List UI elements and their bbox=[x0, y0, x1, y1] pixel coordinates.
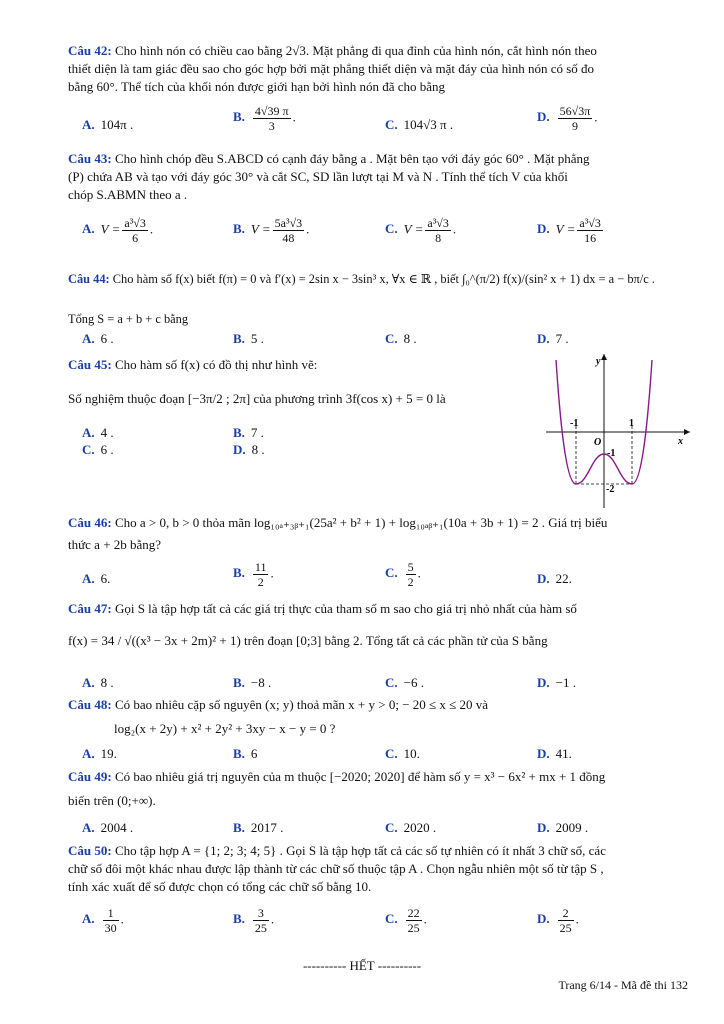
option-a[interactable]: A. 4 . bbox=[82, 425, 114, 440]
x-axis-arrow bbox=[684, 429, 690, 435]
y-axis-arrow bbox=[601, 354, 607, 360]
question-label: Câu 45: bbox=[68, 357, 112, 372]
option-a[interactable]: A. 19. bbox=[82, 746, 117, 761]
question-48 bbox=[68, 696, 688, 738]
option-b[interactable]: B. $\frac{3}{25}$ . bbox=[233, 906, 275, 935]
question-label: Câu 42: bbox=[68, 43, 112, 58]
question-50 bbox=[68, 842, 688, 896]
option-b[interactable]: B. V = $\frac{\text{5a³√3}}{48}$ . bbox=[233, 216, 310, 245]
option-b[interactable]: B. −8 . bbox=[233, 675, 272, 690]
question-44 bbox=[68, 270, 688, 328]
option-a[interactable]: A. $\frac{1}{30}$ . bbox=[82, 906, 124, 935]
question-text: Gọi S là tập hợp tất cả các giá trị thực của tham số m sao cho giá trị nhỏ nhất của hàm số bbox=[114, 601, 577, 616]
question-label: Câu 47: bbox=[68, 601, 112, 616]
question-text: Số nghiệm thuộc đoạn [−3π/2 ; 2π] của phương trình 3f(cos x) + 5 = 0 là bbox=[68, 391, 446, 406]
question-label: Câu 50: bbox=[68, 843, 112, 858]
option-d[interactable]: D. 22. bbox=[537, 571, 572, 586]
question-text: log₂(x + 2y) + x² + 2y² + 3xy − x − y = 0 ? bbox=[114, 721, 336, 736]
option-a[interactable]: A. 8 . bbox=[82, 675, 114, 690]
question-text: Cho a > 0, b > 0 thỏa mãn log₁₀ₐ₊₃ᵦ₊₁(25a² + b² + 1) + log₁₀ₐᵦ₊₁(10a + 3b + 1) = 2 . Giá trị biểu bbox=[114, 515, 608, 530]
origin-label: O bbox=[594, 437, 602, 448]
tick-label: -1 bbox=[570, 418, 579, 429]
option-c[interactable]: C. 2020 . bbox=[385, 820, 437, 835]
option-a[interactable]: A. 6. bbox=[82, 571, 111, 586]
question-text: Có bao nhiêu cặp số nguyên (x; y) thoả mãn x + y > 0; − 20 ≤ x ≤ 20 và bbox=[114, 697, 489, 712]
option-c[interactable]: C. $\frac{5}{2}$ . bbox=[385, 560, 421, 589]
x-axis-label: x bbox=[678, 436, 683, 447]
option-d[interactable]: D. 8 . bbox=[233, 442, 265, 457]
question-46 bbox=[68, 514, 688, 554]
option-c[interactable]: C. 104√3 π . bbox=[385, 117, 454, 132]
question-49 bbox=[68, 768, 688, 810]
question-text: Cho hình chóp đều S.ABCD có cạnh đáy bằng a . Mặt bên tạo với đáy góc 60° . Mặt phẳng bbox=[114, 151, 590, 166]
question-label: Câu 46: bbox=[68, 515, 112, 530]
tick-label: 1 bbox=[629, 418, 634, 429]
option-d[interactable]: D. 2009 . bbox=[537, 820, 589, 835]
option-d[interactable]: D. $\frac{2}{25}$ . bbox=[537, 906, 579, 935]
question-text: Cho hàm số f(x) biết f(π) = 0 và f′(x) = 2sin x − 3sin³ x, ∀x ∈ ℝ , biết ∫₀^(π/2) f(x)/(sin² x + 1) dx = a − bπ/c . bbox=[112, 272, 655, 286]
option-b[interactable]: B. 6 bbox=[233, 746, 258, 761]
option-c[interactable]: C. V = $\frac{\text{a³√3}}{8}$ . bbox=[385, 216, 457, 245]
question-text: chóp S.ABMN theo a . bbox=[68, 187, 188, 202]
question-text: tính xác xuất để số được chọn có tổng các chữ số bằng 10. bbox=[68, 879, 372, 894]
option-c[interactable]: C. −6 . bbox=[385, 675, 424, 690]
question-text: Có bao nhiêu giá trị nguyên của m thuộc [−2020; 2020] để hàm số y = x³ − 6x² + mx + 1 đồng bbox=[114, 769, 606, 784]
question-text: Tổng S = a + b + c bằng bbox=[68, 312, 189, 326]
option-d[interactable]: D. 7 . bbox=[537, 331, 569, 346]
question-text: (P) chứa AB và tạo với đáy góc 30° và cắt SC, SD lần lượt tại M và N . Tính thể tích V của khối bbox=[68, 169, 568, 184]
option-d[interactable]: D. V = $\frac{\text{a³√3}}{16}$ bbox=[537, 216, 601, 245]
option-d[interactable]: D. 41. bbox=[537, 746, 572, 761]
option-b[interactable]: B. $\frac{4√39 \pi}{3}$ . bbox=[233, 104, 296, 133]
option-b[interactable]: B. $\frac{11}{2}$ . bbox=[233, 560, 274, 589]
question-45 bbox=[68, 356, 528, 408]
tick-label: -1 bbox=[607, 448, 616, 459]
option-a[interactable]: A. 6 . bbox=[82, 331, 114, 346]
option-d[interactable]: D. $\frac{56√3\pi}{9}$ . bbox=[537, 104, 598, 133]
option-a[interactable]: A. 104π . bbox=[82, 117, 134, 132]
option-c[interactable]: C. $\frac{22}{25}$ . bbox=[385, 906, 427, 935]
option-b[interactable]: B. 5 . bbox=[233, 331, 264, 346]
option-c[interactable]: C. 6 . bbox=[82, 442, 114, 457]
question-47 bbox=[68, 600, 688, 650]
question-label: Câu 48: bbox=[68, 697, 112, 712]
question-text: f(x) = 34 / √((x³ − 3x + 2m)² + 1) trên đoạn [0;3] bằng 2. Tổng tất cả các phần tử của S bằng bbox=[68, 633, 548, 648]
option-b[interactable]: B. 2017 . bbox=[233, 820, 284, 835]
question-text: biến trên (0;+∞). bbox=[68, 793, 156, 808]
option-c[interactable]: C. 10. bbox=[385, 746, 420, 761]
question-text: chữ số đôi một khác nhau được lập thành từ các chữ số thuộc tập A . Chọn ngẫu nhiên một số từ tập S , bbox=[68, 861, 604, 876]
question-label: Câu 44: bbox=[68, 272, 110, 286]
question-label: Câu 43: bbox=[68, 151, 112, 166]
question-text: thức a + 2b bằng? bbox=[68, 537, 162, 552]
question-text: bằng 60°. Thể tích của khối nón được giới hạn bởi hình nón đã cho bằng bbox=[68, 79, 446, 94]
question-text: Cho hàm số f(x) có đồ thị như hình vẽ: bbox=[114, 357, 318, 372]
option-b[interactable]: B. 7 . bbox=[233, 425, 264, 440]
option-a[interactable]: A. V = $\frac{\text{a³√3}}{6}$ . bbox=[82, 216, 154, 245]
question-text: thiết diện là tam giác đều sao cho góc hợp bởi mặt phẳng thiết diện và mặt đáy của hình nón có số đo bbox=[68, 61, 595, 76]
question-43 bbox=[68, 150, 688, 204]
option-a[interactable]: A. 2004 . bbox=[82, 820, 134, 835]
question-text: Cho tập hợp A = {1; 2; 3; 4; 5} . Gọi S là tập hợp tất cả các số tự nhiên có ít nhất 3 chữ số, các bbox=[114, 843, 606, 858]
end-marker: ---------- HẾT ---------- bbox=[302, 958, 422, 973]
option-c[interactable]: C. 8 . bbox=[385, 331, 417, 346]
page-number: Trang 6/14 - Mã đề thi 132 bbox=[558, 978, 688, 992]
option-d[interactable]: D. −1 . bbox=[537, 675, 576, 690]
function-graph bbox=[544, 350, 694, 510]
y-axis-label: y bbox=[596, 356, 601, 367]
tick-label: -2 bbox=[606, 484, 615, 495]
question-label: Câu 49: bbox=[68, 769, 112, 784]
question-42 bbox=[68, 42, 688, 96]
question-text: Cho hình nón có chiều cao bằng 2√3. Mặt phẳng đi qua đỉnh của hình nón, cắt hình nón theo bbox=[114, 43, 597, 58]
